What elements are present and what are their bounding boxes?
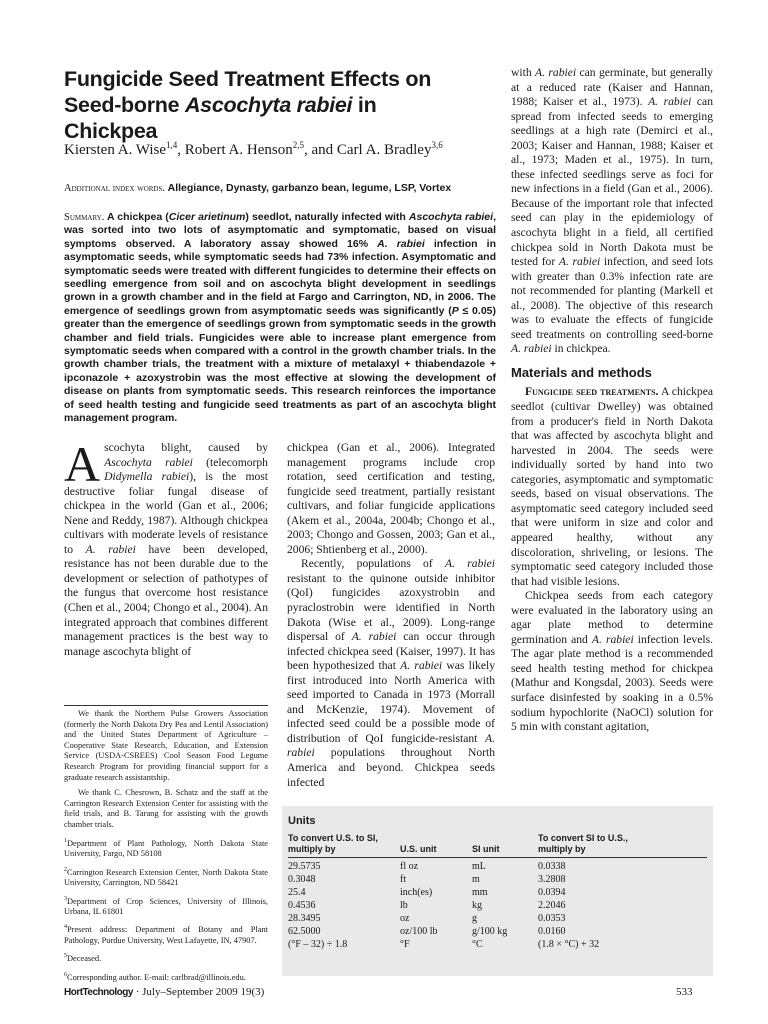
body-column-2 [287, 441, 495, 790]
affiliation-list [64, 836, 268, 984]
affiliation-text: Deceased. [67, 954, 102, 964]
journal-name: HortTechnology [64, 987, 133, 998]
affiliation-text: Department of Plant Pathology, North Dakota State University, Fargo, ND 58108 [64, 838, 268, 858]
column-2-text: resistant to the quinone outside inhibitor (QoI) fungicides azoxystrobin and pyraclostrobin were identified in North Dakota (Wise et al., 2009). Long-range dispersal of [287, 571, 495, 644]
author-separator: , [177, 142, 185, 158]
column-3-italic: A. rabiei [511, 342, 552, 356]
subsection-label: Fungicide seed treatments. [525, 385, 659, 399]
summary-text: ) seedlot, naturally infected with [245, 211, 409, 223]
column-3-paragraph-3 [511, 589, 713, 734]
title-text-end: in Chickpea [64, 93, 377, 143]
author-affiliation-marker: 2,5 [292, 140, 304, 150]
footnote-marker: 1 [64, 837, 67, 844]
author-affiliation-marker: 3,6 [431, 140, 443, 150]
column-3-italic: A. rabiei [591, 632, 634, 646]
units-conversion-table [282, 806, 713, 976]
units-row [282, 939, 713, 951]
factor-to-si: 0.3048 [288, 874, 316, 885]
column-3-paragraph-1 [511, 66, 713, 357]
factor-to-si: 29.5735 [288, 861, 321, 872]
us-unit: lb [400, 900, 408, 911]
column-3-text: can spread from infected seeds to emerging seedlings at a high rate (Demirci et al., 2003; Kaiser and Hannan, 1988; Kaiser et al., 1973; Maden et al., 1975). In turn, these infected seedlings serve as foci for new infections in a field (Gan et al., 2006). Because of the important role that infected seed can play in the epidemiology of ascochyta blight in a field, all certified chickpea sold in North Dakota must be tested for [511, 95, 713, 269]
methods-text: A chickpea seedlot (cultivar Dwelley) was obtained from a producer's field in North Dakota that was affected by ascochyta blight and harvested in 2004. The seeds were individually sorted by hand into two categories, asymptomatic and symptomatic seeds, based on visual observations. The asymptomatic seed category included seed that were uniform in size and color and appeared healthy, without any discoloration, shriveling, or lesions. The symptomatic seed category included those that had visible lesions. [511, 385, 713, 588]
body-column-1 [64, 436, 269, 659]
intro-text: (telecomorph [192, 455, 268, 469]
column-3-italic: A. rabiei [648, 95, 692, 109]
units-row [282, 926, 713, 938]
author-list [64, 135, 504, 160]
column-2-paragraph-2 [287, 557, 495, 790]
footnote-marker: 4 [64, 924, 67, 931]
summary-italic: Cicer arietinum [168, 211, 246, 223]
affiliation-text: Present address: Department of Botany and Plant Pathology, Purdue University, West Lafayette, IN, 47907. [64, 925, 268, 945]
affiliation-footnote [64, 894, 268, 918]
units-row [282, 887, 713, 899]
summary-text: A chickpea ( [104, 211, 169, 223]
intro-paragraph [64, 436, 269, 659]
summary-italic: P [451, 304, 459, 317]
author-separator: , and [303, 142, 337, 158]
units-heading: Units [288, 815, 316, 827]
summary-italic: Ascochyta rabiei [408, 211, 494, 223]
column-3-text: infection levels. The agar plate method is a recommended seed health testing method for chickpea (Mathur and Kongsdal, 2003). Seeds were surface disinfested by soaking in a 0.5% sodium hypochlorite (NaOCl) solution for 5 min with constant agitation, [511, 632, 713, 734]
summary-italic: A. rabiei [377, 237, 425, 250]
us-unit: ft [400, 874, 407, 885]
factor-to-si: 25.4 [288, 887, 306, 898]
footnote-marker: 2 [64, 866, 67, 873]
factor-to-us: 0.0394 [538, 887, 566, 898]
footnote-marker: 5 [64, 953, 67, 960]
factor-to-us: 0.0353 [538, 913, 566, 924]
intro-italic: Didymella rabiei [104, 470, 190, 484]
column-3-text: can germinate, but generally at a reduced rate (Kaiser and Hannan, 1988; Kaiser et al., 1973). [511, 66, 713, 109]
factor-to-us: (1.8 × °C) + 32 [538, 939, 600, 950]
section-heading-materials: Materials and methods [511, 364, 652, 380]
column-2-italic: A. rabiei [445, 557, 495, 571]
title-text: Seed-borne [64, 93, 185, 117]
acknowledgment-1: We thank the Northern Pulse Growers Association (formerly the North Dakota Dry Pea and Lentil Association) and the United States Department of Agriculture – Cooperative State Research, Education, and Extension Service (USDA-CSREES) Cool Season Food Legume Research Program for providing financial support for a graduate research assistantship. [64, 709, 268, 782]
body-column-3 [511, 66, 713, 735]
si-unit: g [472, 913, 477, 924]
si-unit: kg [472, 900, 482, 911]
intro-text: scochyta blight, caused by [104, 441, 268, 454]
units-row [282, 913, 713, 925]
summary-text: , was sorted into two lots of asymptomatic and symptomatic, based on visual symptoms observed. A laboratory assay showed 16% [64, 211, 496, 250]
intro-text: have been developed, resistance has not been durable due to the development or selection of pathotypes of the fungus that overcome host resistance (Chen et al., 2004; Chongo et al., 2004). An integrated approach that combines different management practices is the best way to manage ascochyta blight of [64, 542, 269, 658]
si-unit: mL [472, 861, 486, 872]
us-unit: °F [400, 939, 410, 950]
drop-cap: A [64, 436, 101, 492]
factor-to-si: 28.3495 [288, 913, 321, 924]
column-2-italic: A. rabiei [287, 731, 495, 760]
summary-text: infection in asymptomatic seeds, while symptomatic seeds had 73% infection. Asymptomatic and symptomatic seeds were treated with different fungicides to determine their effects on seedling emergence from soil and on ascochyta blight development in seedlings grown in a growth chamber and in the field at Fargo and Carrington, ND, in 2006. The emergence of seedlings grown from asymptomatic seeds was significantly ( [64, 237, 496, 317]
header-us-unit: U.S. unit [400, 844, 437, 854]
column-2-paragraph-1: chickpea (Gan et al., 2006). Integrated management programs include crop rotation, seed certification and testing, fungicide seed treatment, partially resistant cultivars, and foliar fungicide applications (Akem et al., 2004a, 2004b; Chongo et al., 2003; Chongo and Gossen, 2003; Gan et al., 2006; Shtienberg et al., 2000). [287, 441, 495, 556]
column-3-text: Chickpea seeds from each category were evaluated in the laboratory using an agar plate method to determine germination and [511, 589, 713, 646]
footnote-marker: 3 [64, 895, 67, 902]
column-3-text: infection, and seed lots with greater than 0.3% infection rate are not recommended for planting (Markell et al., 2008). The objective of this research was to evaluate the effects of fungicide seed treatments on controlling seed-borne [511, 255, 714, 341]
us-unit: fl oz [400, 861, 419, 872]
units-row [282, 861, 713, 873]
summary-label: Summary. [64, 212, 105, 223]
acknowledgment-2: We thank C. Chesrown, B. Schatz and the staff at the Carrington Research Extension Center for assisting with the field trials, and B. Tarang for assisting with the growth chamber trials. [64, 788, 268, 829]
units-row [282, 874, 713, 886]
si-unit: °C [472, 939, 483, 950]
header-si-unit: SI unit [472, 844, 500, 854]
si-unit: mm [472, 887, 488, 898]
us-unit: oz/100 lb [400, 926, 438, 937]
index-words-text: Allegiance, Dynasty, garbanzo bean, legume, LSP, Vortex [167, 182, 452, 194]
author-name: Carl A. Bradley$^{3,6}$ [336, 140, 443, 158]
factor-to-si: 0.4536 [288, 900, 316, 911]
units-row [282, 900, 713, 912]
author-name: Kiersten A. Wise$^{1,4}$ [64, 140, 178, 158]
affiliation-text: Carrington Research Extension Center, North Dakota State University, Carrington, ND 58421 [64, 867, 268, 887]
factor-to-us: 0.0160 [538, 926, 566, 937]
column-2-italic: A. rabiei [400, 659, 443, 673]
journal-footer [64, 986, 264, 998]
column-3-text: with [511, 66, 536, 79]
column-2-text: can occur through infected chickpea seed (Kaiser, 1997). It has been hypothesized that [287, 630, 495, 673]
column-2-text: Recently, populations of [301, 557, 446, 571]
header-to-us: To convert SI to U.S., multiply by [538, 833, 628, 854]
affiliation-footnote [64, 836, 268, 860]
intro-italic: Ascochyta rabiei [104, 455, 193, 469]
factor-to-us: 3.2808 [538, 874, 566, 885]
factor-to-us: 2.2046 [538, 900, 566, 911]
column-3-paragraph-2 [511, 385, 713, 589]
affiliation-text: Department of Crop Sciences, University of Illinois, Urbana, IL 61801 [64, 896, 268, 916]
si-unit: g/100 kg [472, 926, 508, 937]
header-to-si: To convert U.S. to SI, multiply by [288, 833, 378, 854]
summary-text: ≤ 0.05) greater than the emergence of seedlings grown from symptomatic seeds in the growth chamber and field trials. Fungicides were able to increase plant emergence from symptomatic seeds when compared with a control in the growth chamber trials. In the growth chamber trials, the treatment with a mixture of metalaxyl + thiabendazole + ipconazole + azoxystrobin was the most effective at slowing the development of disease on plants from symptomatic seeds. This research reinforces the importance of seed health testing and fungicide seed treatments as part of an ascochyta blight management program. [64, 304, 496, 425]
intro-text: ), is the most destructive foliar fungal disease of chickpea in the world (Gan et al., 2006; Nene and Reddy, 1987). Although chickpea cultivars with moderate levels of resistance to [64, 470, 269, 556]
column-3-text: in chickpea. [551, 342, 611, 356]
affiliation-text: Corresponding author. E-mail: carlbrad@illinois.edu. [67, 972, 246, 982]
factor-to-us: 0.0338 [538, 861, 566, 872]
factor-to-si: (°F – 32) ÷ 1.8 [288, 939, 348, 950]
index-words [64, 181, 496, 196]
column-2-italic: A. rabiei [351, 630, 397, 644]
affiliation-footnote [64, 970, 268, 983]
column-2-text: was likely first introduced into North America with seed imported to Canada in 1973 (Morrall and McKenzie, 1974). Movement of infected seed could be a possible mode of distribution of QoI fungicide-resistant [287, 659, 496, 745]
intro-italic: A. rabiei [85, 542, 136, 556]
summary-body [64, 211, 496, 424]
index-words-label: Additional index words. [64, 183, 165, 194]
article-title [64, 66, 464, 144]
author-name: Robert A. Henson$^{2,5}$ [184, 140, 304, 158]
column-2-text: populations throughout North America and beyond. Chickpea seeds infected [287, 746, 495, 789]
journal-issue: · July–September 2009 19(3) [132, 986, 265, 998]
column-3-italic: A. rabiei [535, 66, 577, 79]
page-number: 533 [676, 986, 693, 998]
footnotes [64, 709, 268, 988]
us-unit: inch(es) [400, 887, 433, 898]
title-species: Ascochyta rabiei [184, 93, 353, 117]
footnote-marker: 6 [64, 971, 67, 978]
column-3-italic: A. rabiei [558, 255, 601, 269]
si-unit: m [472, 874, 480, 885]
author-affiliation-marker: 1,4 [166, 140, 178, 150]
title-line-1: Fungicide Seed Treatment Effects on [64, 67, 432, 91]
footnote-divider [64, 705, 268, 706]
affiliation-footnote [64, 951, 268, 964]
us-unit: oz [400, 913, 410, 924]
factor-to-si: 62.5000 [288, 926, 321, 937]
abstract-summary [64, 211, 496, 426]
affiliation-footnote [64, 922, 268, 946]
units-header-rule [288, 857, 707, 858]
affiliation-footnote [64, 865, 268, 889]
